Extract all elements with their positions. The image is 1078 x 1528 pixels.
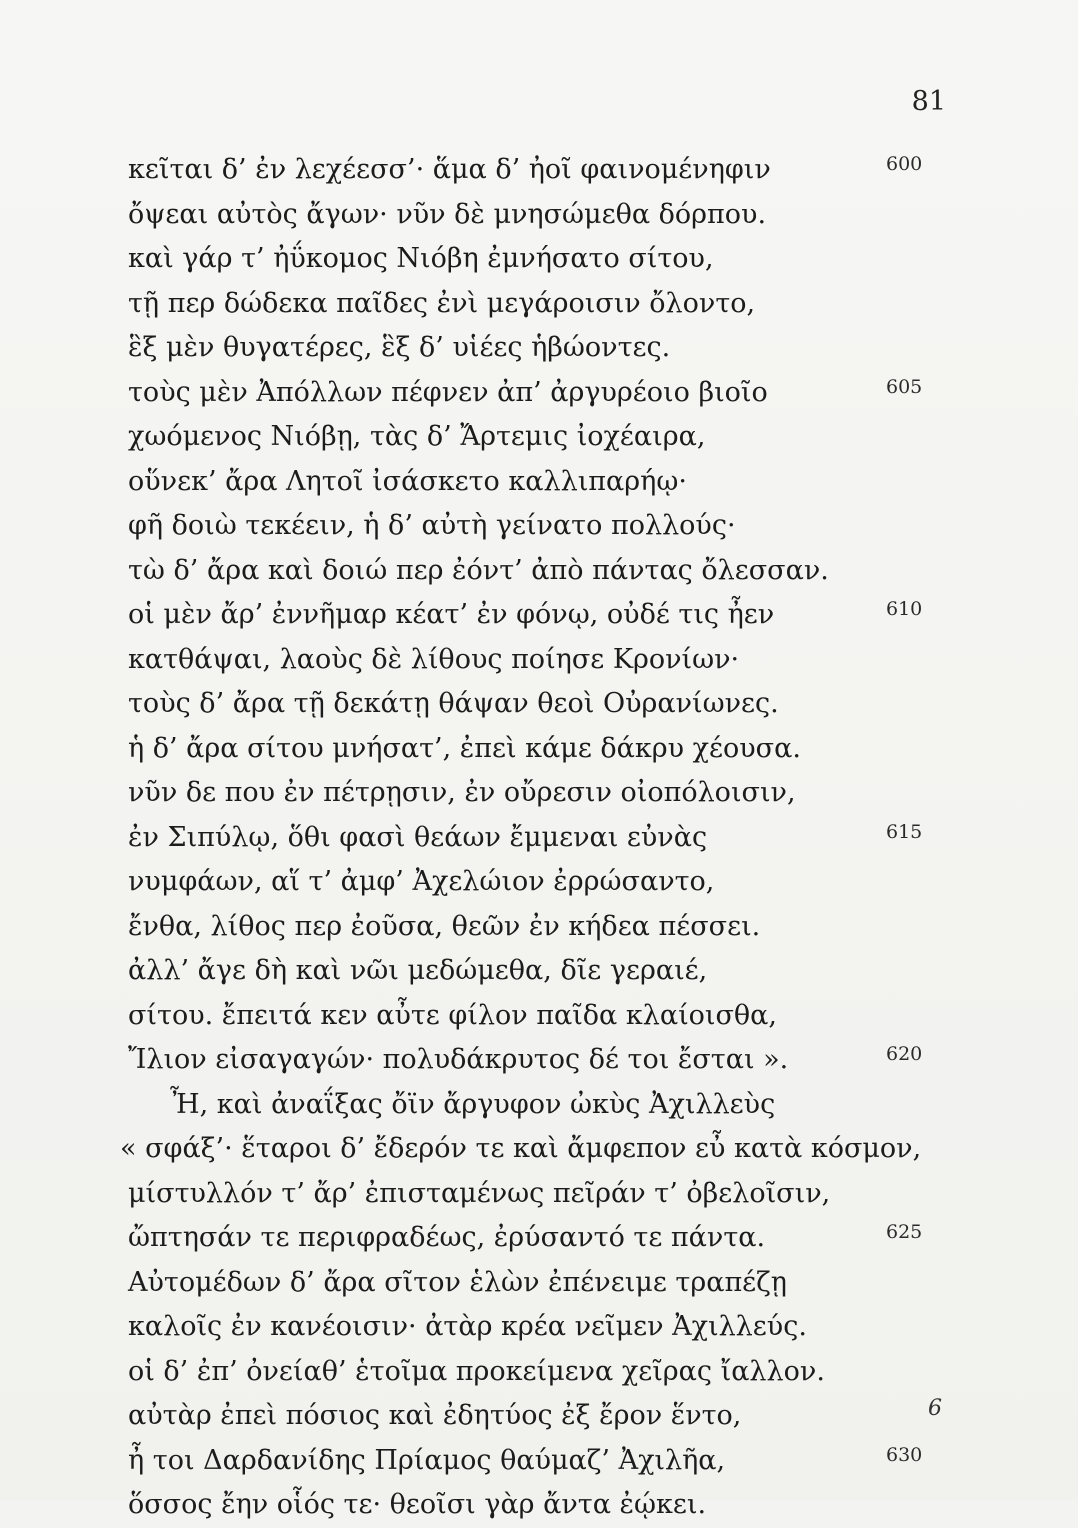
verse-text: νῦν δε που ἐν πέτρῃσιν, ἐν οὔρεσιν οἰοπόλοισιν, bbox=[128, 777, 796, 808]
verse-line bbox=[128, 994, 948, 1039]
verse-line bbox=[128, 727, 948, 772]
verse-text: ἡ δ’ ἄρα σίτου μνήσατ’, ἐπεὶ κάμε δάκρυ χέουσα. bbox=[128, 732, 801, 764]
verse-line bbox=[120, 1127, 948, 1172]
verse-block bbox=[120, 148, 948, 1528]
verse-line bbox=[128, 237, 948, 282]
verse-line bbox=[128, 638, 948, 683]
verse-text: ἦ τοι Δαρδανίδης Πρίαμος θαύμαζ’ Ἀχιλῆα, bbox=[128, 1444, 726, 1476]
verse-line bbox=[128, 1350, 948, 1395]
verse-text: ὅσσος ἔην οἷός τε· θεοῖσι γὰρ ἄντα ἐῴκει. bbox=[128, 1489, 707, 1520]
line-number: 600 bbox=[886, 153, 923, 175]
verse-line bbox=[128, 460, 948, 505]
verse-line bbox=[128, 1261, 948, 1306]
verse-text: « σφάξ’· ἕταροι δ’ ἔδερόν τε καὶ ἄμφεπον εὖ κατὰ κόσμον, bbox=[120, 1133, 922, 1164]
verse-text: καὶ γάρ τ’ ἠΰκομος Νιόβη ἐμνήσατο σίτου, bbox=[128, 243, 714, 274]
verse-line bbox=[128, 1172, 948, 1217]
verse-text: Ἴλιον εἰσαγαγών· πολυδάκρυτος δέ τοι ἔσται ». bbox=[128, 1044, 789, 1075]
line-number: 605 bbox=[886, 375, 923, 398]
verse-line bbox=[128, 549, 948, 594]
verse-text: κατθάψαι, λαοὺς δὲ λίθους ποίησε Κρονίων· bbox=[128, 643, 740, 675]
line-number: 620 bbox=[886, 1043, 923, 1065]
verse-text: ἓξ μὲν θυγατέρες, ἓξ δ’ υἱέες ἡβώοντες. bbox=[128, 332, 671, 363]
verse-line bbox=[128, 860, 948, 905]
verse-line bbox=[128, 816, 948, 861]
verse-line bbox=[128, 771, 948, 816]
verse-line bbox=[128, 1305, 948, 1350]
verse-line bbox=[128, 193, 948, 238]
verse-text: τῇ περ δώδεκα παῖδες ἐνὶ μεγάροισιν ὄλοντο, bbox=[128, 287, 756, 319]
verse-line bbox=[128, 326, 948, 371]
verse-line bbox=[128, 1483, 948, 1528]
verse-line bbox=[128, 504, 948, 549]
verse-line bbox=[128, 682, 948, 727]
verse-line bbox=[128, 593, 948, 638]
line-number: 625 bbox=[886, 1221, 923, 1243]
verse-text: τὼ δ’ ἄρα καὶ δοιώ περ ἐόντ’ ἀπὸ πάντας ὄλεσσαν. bbox=[128, 554, 829, 586]
verse-text: ἀλλ’ ἄγε δὴ καὶ νῶι μεδώμεθα, δῖε γεραιέ, bbox=[128, 955, 708, 986]
verse-text: φῆ δοιὼ τεκέειν, ἡ δ’ αὐτὴ γείνατο πολλούς· bbox=[128, 510, 736, 541]
verse-text: ἔνθα, λίθος περ ἐοῦσα, θεῶν ἐν κήδεα πέσσει. bbox=[128, 910, 761, 942]
verse-line bbox=[128, 282, 948, 327]
verse-text: ὤπτησάν τε περιφραδέως, ἐρύσαντό τε πάντα. bbox=[128, 1222, 766, 1253]
verse-text: οὕνεκ’ ἄρα Λητοῖ ἰσάσκετο καλλιπαρήῳ· bbox=[128, 465, 687, 497]
signature-mark: 6 bbox=[928, 1396, 942, 1421]
verse-text: τοὺς δ’ ἄρα τῇ δεκάτῃ θάψαν θεοὶ Οὐρανίωνες. bbox=[128, 688, 779, 719]
verse-text: ὄψεαι αὐτὸς ἄγων· νῦν δὲ μνησώμεθα δόρπου. bbox=[128, 198, 767, 230]
verse-text: κεῖται δ’ ἐν λεχέεσσ’· ἅμα δ’ ἠοῖ φαινομένηφιν bbox=[128, 154, 771, 185]
verse-line bbox=[128, 1439, 948, 1484]
verse-line bbox=[128, 1394, 948, 1439]
verse-text: αὐτὰρ ἐπεὶ πόσιος καὶ ἐδητύος ἐξ ἔρον ἕντο, bbox=[128, 1400, 742, 1431]
verse-text: σίτου. ἔπειτά κεν αὖτε φίλον παῖδα κλαίοισθα, bbox=[128, 999, 778, 1031]
verse-text: οἱ μὲν ἄρ’ ἐννῆμαρ κέατ’ ἐν φόνῳ, οὐδέ τις ἦεν bbox=[128, 599, 775, 630]
verse-text: Ἦ, καὶ ἀναΐξας ὄϊν ἄργυφον ὠκὺς Ἀχιλλεὺς bbox=[170, 1088, 776, 1120]
verse-text: οἱ δ’ ἐπ’ ὀνείαθ’ ἑτοῖμα προκείμενα χεῖρας ἴαλλον. bbox=[128, 1355, 825, 1387]
verse-text: νυμφάων, αἵ τ’ ἀμφ’ Ἀχελώιον ἐρρώσαντο, bbox=[128, 866, 715, 897]
verse-text: καλοῖς ἐν κανέοισιν· ἀτὰρ κρέα νεῖμεν Ἀχιλλεύς. bbox=[128, 1311, 807, 1342]
verse-line bbox=[128, 949, 948, 994]
page-number: 81 bbox=[911, 86, 946, 117]
verse-text: μίστυλλόν τ’ ἄρ’ ἐπισταμένως πεῖράν τ’ ὀβελοῖσιν, bbox=[128, 1177, 831, 1209]
verse-line bbox=[128, 415, 948, 460]
verse-line bbox=[128, 1216, 948, 1261]
verse-line bbox=[128, 905, 948, 950]
verse-text: Αὐτομέδων δ’ ἄρα σῖτον ἑλὼν ἐπένειμε τραπέζῃ bbox=[128, 1266, 787, 1298]
line-number: 610 bbox=[886, 598, 923, 620]
verse-line bbox=[128, 1038, 948, 1083]
verse-line bbox=[128, 371, 948, 416]
verse-text: χωόμενος Νιόβῃ, τὰς δ’ Ἄρτεμις ἰοχέαιρα, bbox=[128, 421, 706, 452]
verse-line bbox=[128, 1083, 948, 1128]
verse-text: τοὺς μὲν Ἀπόλλων πέφνεν ἀπ’ ἀργυρέοιο βιοῖο bbox=[128, 376, 768, 408]
verse-line bbox=[128, 148, 948, 193]
line-number: 615 bbox=[886, 820, 923, 843]
line-number: 630 bbox=[886, 1443, 923, 1466]
verse-text: ἐν Σιπύλῳ, ὅθι φασὶ θεάων ἔμμεναι εὐνὰς bbox=[128, 821, 708, 853]
